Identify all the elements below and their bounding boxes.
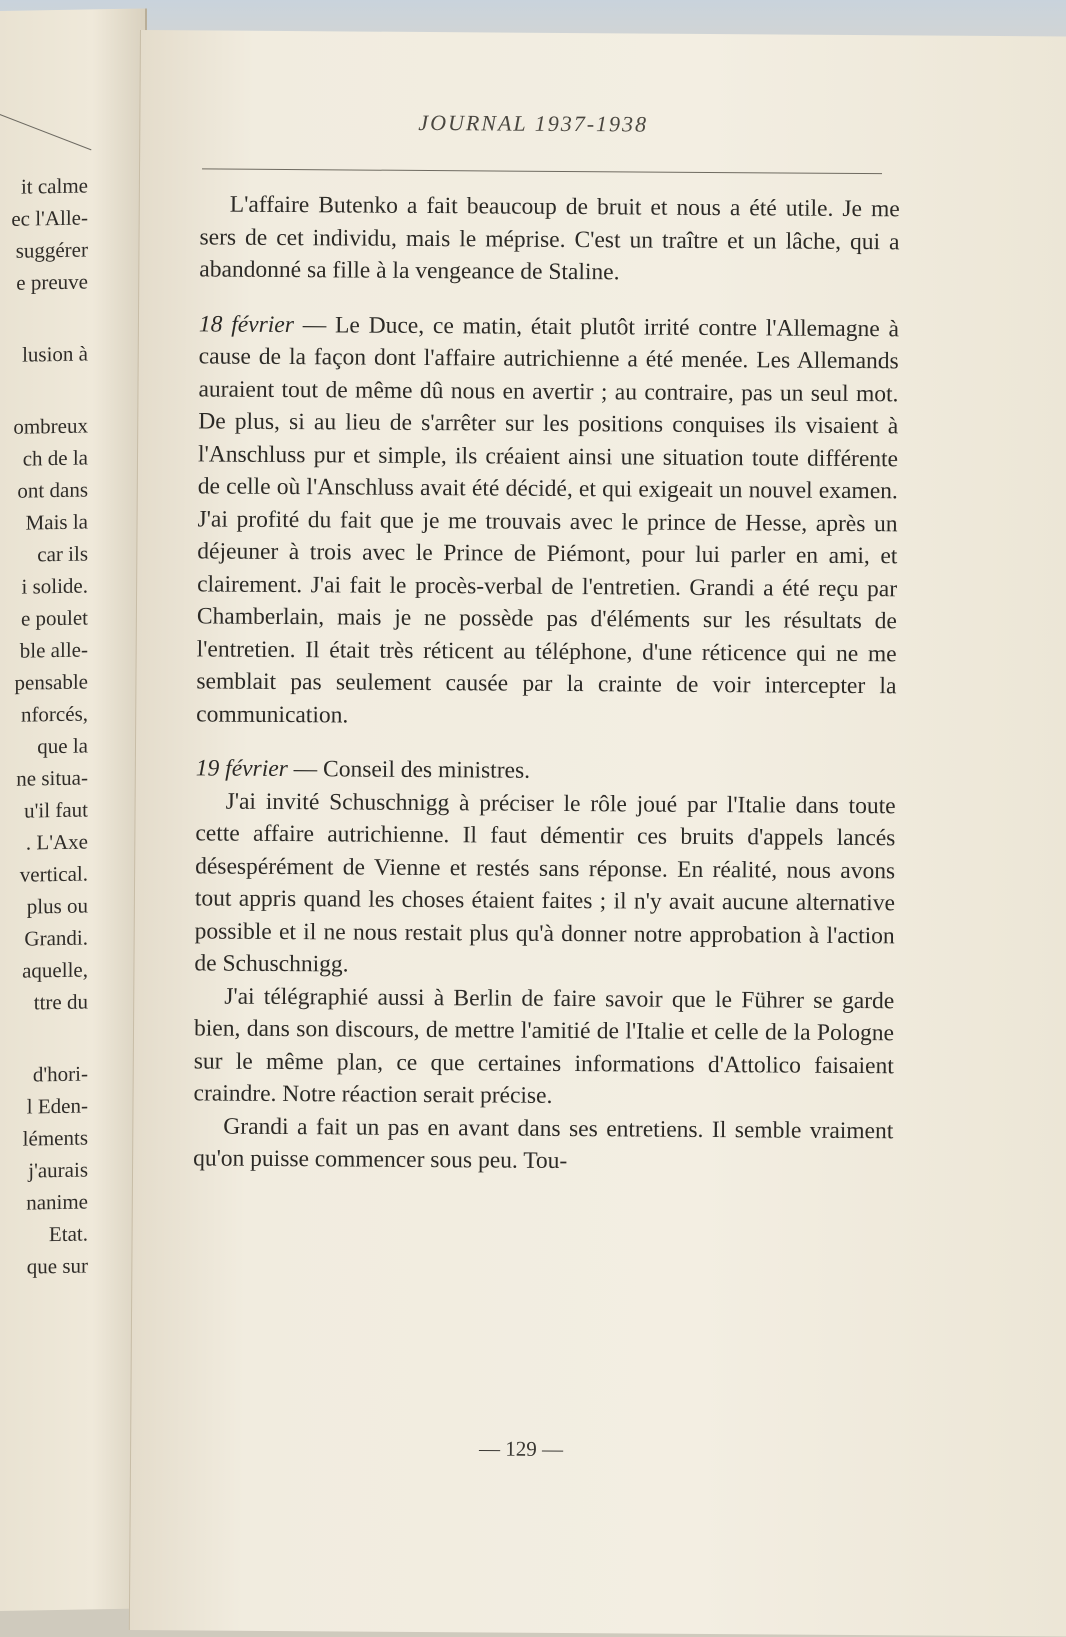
left-line: . L'Axe	[25, 829, 88, 855]
left-line: ne situa-	[16, 765, 88, 791]
left-line: ttre du	[33, 989, 88, 1015]
left-line: nforcés,	[20, 701, 88, 727]
diary-entry	[196, 752, 896, 789]
left-line: i solide.	[21, 573, 88, 599]
left-line: ch de la	[22, 445, 88, 471]
entry-date: 19 février	[195, 755, 288, 783]
paragraph-text: J'ai invité Schuschnigg à préciser le rôle joué par l'Italie dans toute cette affaire autrichienne. Il faut démentir ces bruits d'appels lancés désespérément de Vienne et restés sans réponse. En réalité, nous avons tout appris quand les choses étaient faites ; il n'y avait aucune alternative possible et il ne nous restait plus qu'à donner notre approbation à l'action de Schuschnigg.	[194, 788, 896, 978]
paragraph	[193, 980, 894, 1115]
paragraph-text: — Le Duce, ce matin, était plutôt irrité contre l'Allemagne à cause de la façon dont l'affaire autrichienne a été menée. Les Allemands auraient tout de même dû nous en avertir ; au contraire, pas un seul mot. De plus, si au lieu de s'arrêter sur les positions conquises ils visaient à l'Anschluss pur et simple, ils créaient ainsi une situation toute différente de celle où l'Anschluss avait été décidé, et qui exigeait un nouvel examen. J'ai profité du fait que je me trouvais avec le prince de Hesse, après un déjeuner à trois avec le Prince de Piémont, pour lui parler en ami, et clairement. J'ai fait le procès-verbal de l'entretien. Grandi a été reçu par Chamberlain, mais je ne possède pas d'éléments sur les résultats de l'entretien. Il était très réticent au téléphone, d'une réticence qui ne me semblait pas seulement causée par la crainte de voir intercepter la communication.	[196, 311, 900, 728]
left-gap	[0, 368, 147, 411]
left-line: ec l'Alle-	[11, 205, 88, 231]
left-line: j'aurais	[28, 1157, 88, 1183]
left-line: aquelle,	[22, 957, 88, 983]
left-line: nanime	[26, 1189, 88, 1215]
left-line: l Eden-	[26, 1093, 88, 1119]
paragraph	[194, 785, 895, 985]
paragraph-text: J'ai télégraphié aussi à Berlin de faire savoir que le Führer se garde bien, dans son discours, de mettre l'amitié de l'Italie et celle de la Pologne sur le même plan, ce que certaines informations d'Attolico faisaient craindre. Notre réaction serait précise.	[193, 983, 895, 1109]
left-line: léments	[22, 1125, 88, 1151]
right-page	[129, 30, 1066, 1637]
left-gap	[0, 296, 147, 339]
left-line: e poulet	[20, 605, 88, 631]
left-line: plus ou	[26, 893, 88, 919]
page-number: — 129 —	[479, 1436, 564, 1461]
left-gap	[0, 1016, 147, 1059]
running-head: JOURNAL 1937-1938	[418, 109, 649, 137]
left-page	[0, 8, 147, 1611]
left-line: pensable	[14, 669, 88, 695]
paragraph	[193, 1110, 893, 1180]
paragraph-text: L'affaire Butenko a fait beaucoup de bruit et nous a été utile. Je me sers de cet individu, mais le méprise. C'est un traître et un lâche, qui a abandonné sa fille à la vengeance de Staline.	[199, 191, 900, 286]
left-page-rule	[0, 106, 91, 150]
left-line: que sur	[26, 1253, 88, 1279]
left-line: que la	[37, 733, 88, 759]
paragraph	[199, 188, 900, 290]
left-line: d'hori-	[32, 1061, 88, 1087]
diary-entry	[196, 308, 899, 735]
left-line: suggérer	[15, 237, 88, 263]
paragraph-text: Grandi a fait un pas en avant dans ses entretiens. Il semble vraiment qu'on puisse commencer sous peu. Tou-	[193, 1113, 894, 1175]
left-line: ble alle-	[19, 637, 88, 663]
body-text	[193, 188, 900, 1179]
left-page-text	[0, 168, 147, 1283]
paragraph-text: — Conseil des ministres.	[287, 756, 531, 784]
left-line: car ils	[37, 541, 88, 567]
left-line: e preuve	[16, 269, 88, 295]
left-line: u'il faut	[24, 797, 88, 823]
entry-date: 18 février	[198, 310, 295, 338]
left-line: it calme	[20, 173, 88, 199]
header-rule	[202, 168, 882, 174]
left-line: Mais la	[25, 509, 88, 535]
left-line: lusion à	[22, 341, 88, 367]
left-line: ont dans	[17, 477, 88, 503]
left-line: vertical.	[19, 861, 88, 887]
left-line: ombreux	[13, 413, 88, 439]
left-line: Grandi.	[24, 925, 88, 951]
left-line: Etat.	[48, 1221, 88, 1247]
